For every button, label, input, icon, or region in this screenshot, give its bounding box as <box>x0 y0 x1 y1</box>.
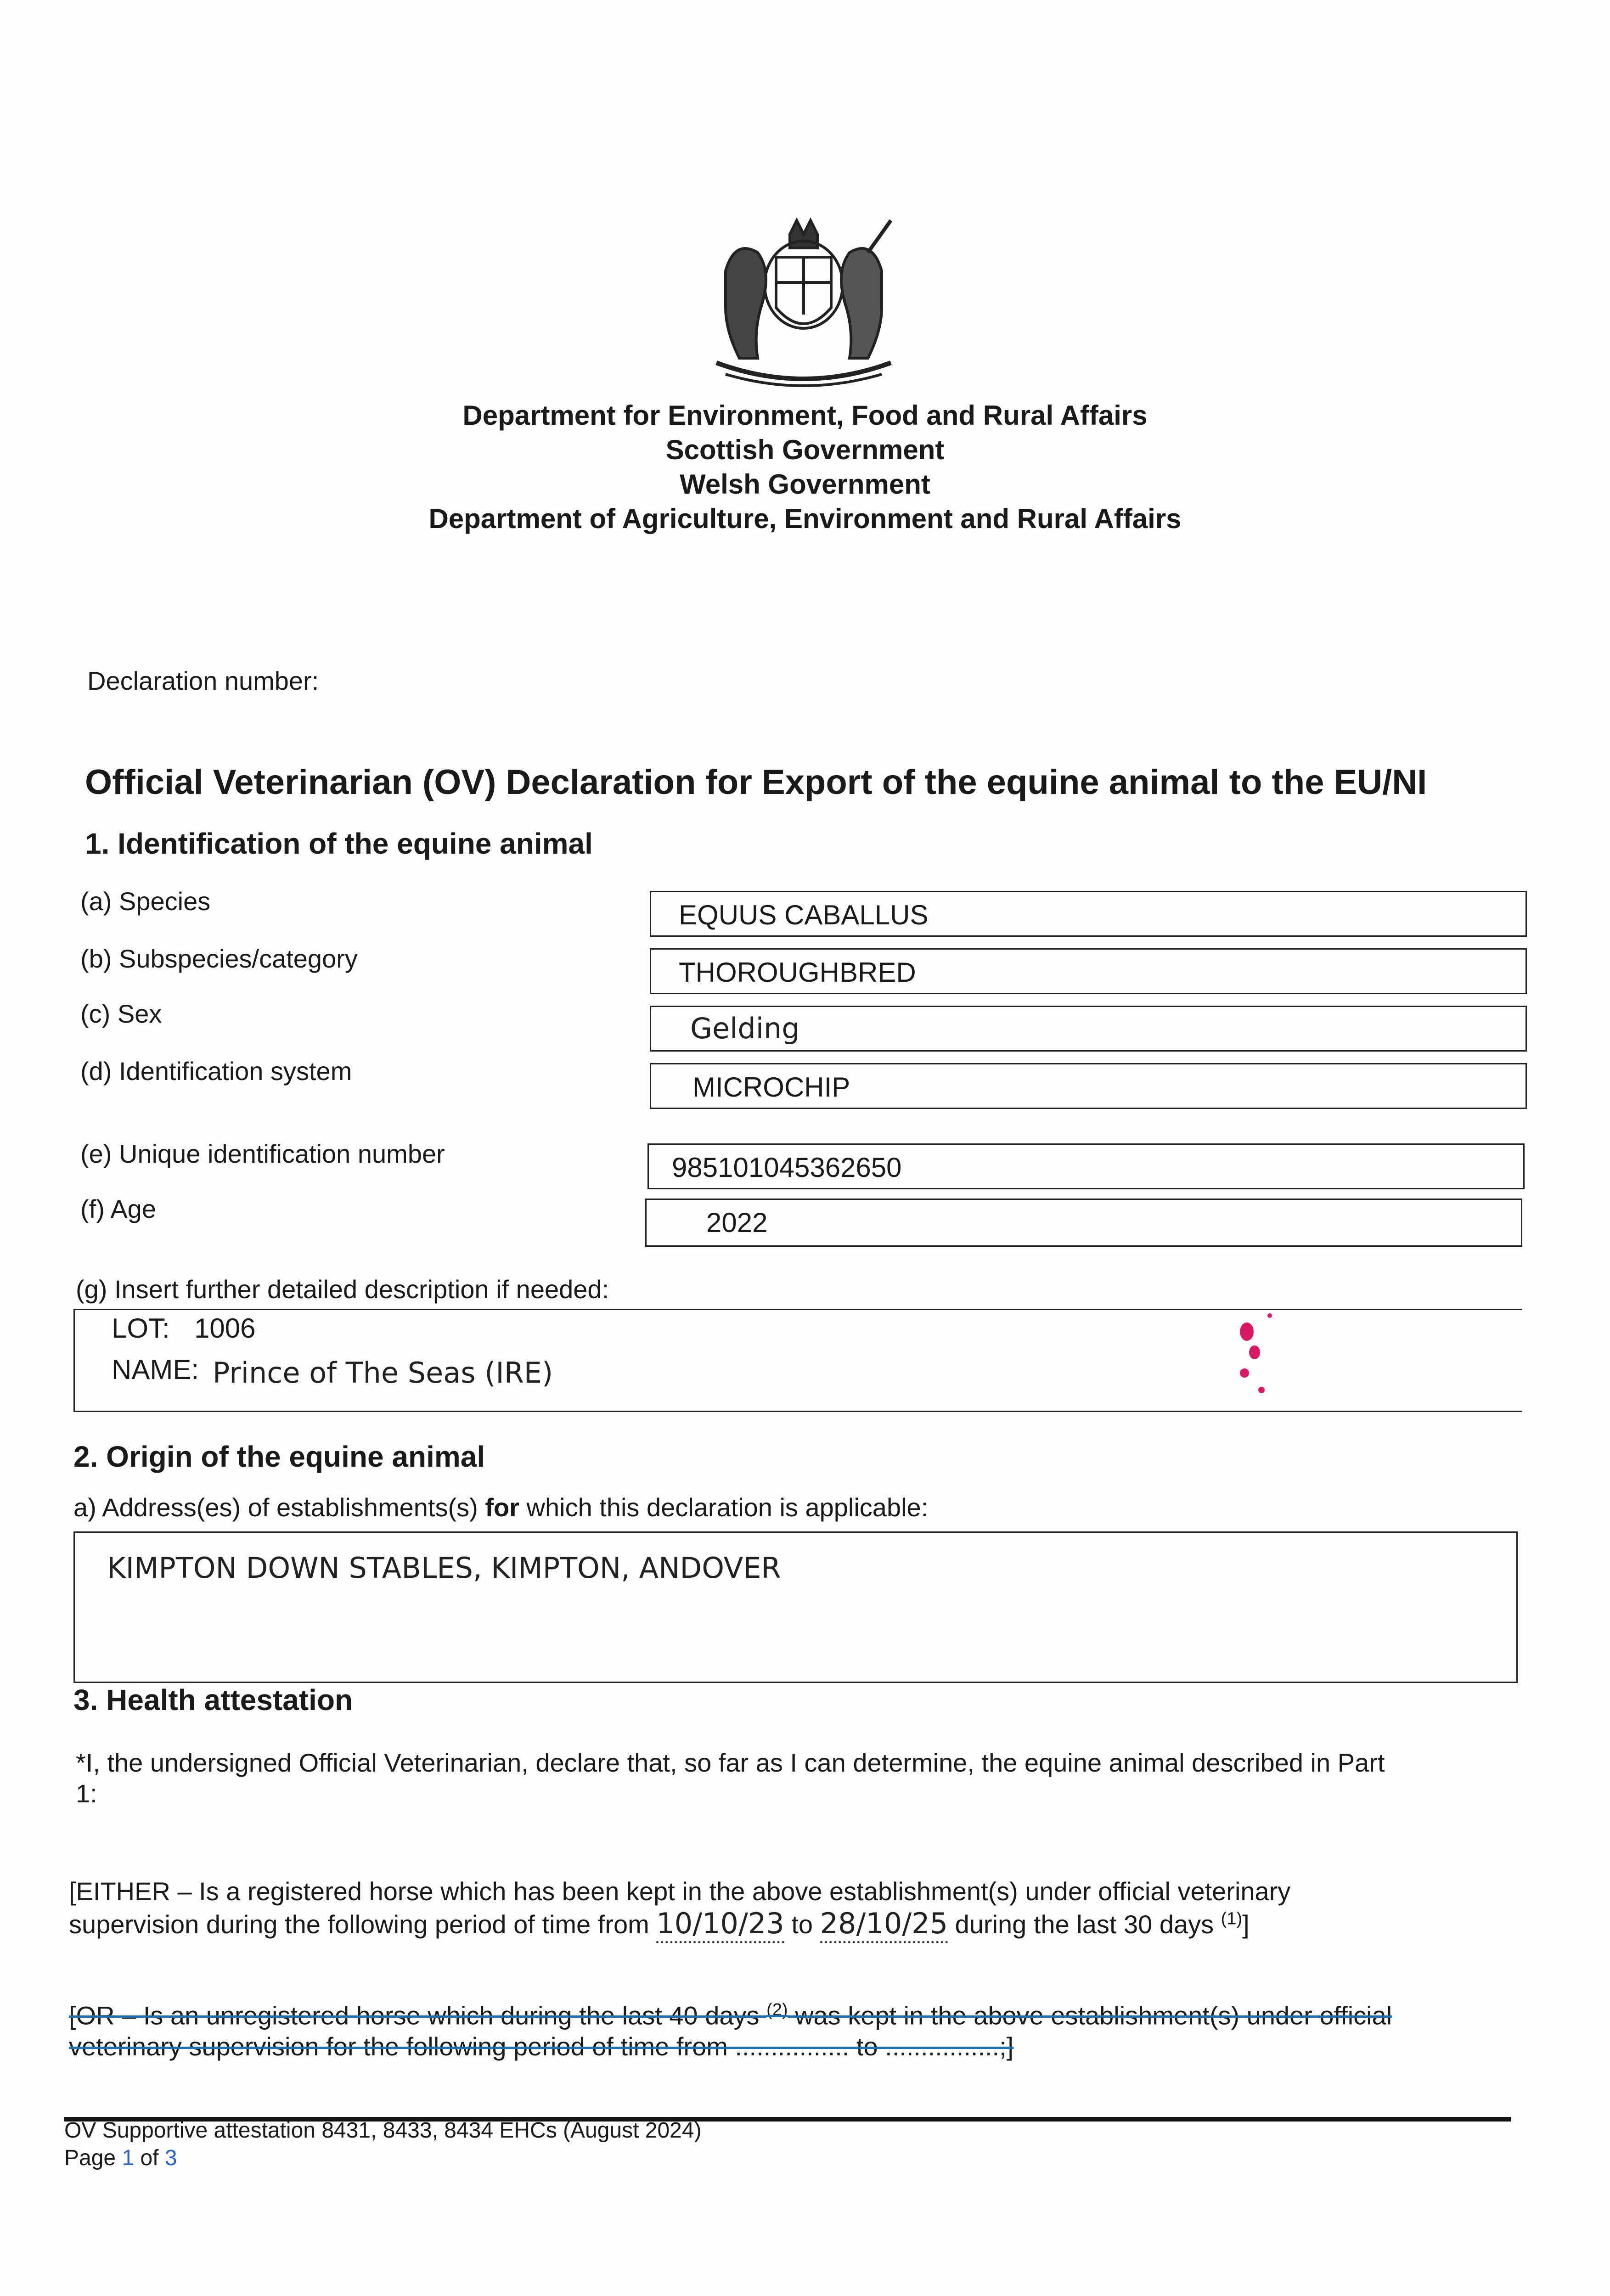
age-label: (f) Age <box>80 1194 156 1223</box>
section-3-heading: 3. Health attestation <box>73 1683 353 1716</box>
royal-coat-of-arms-icon <box>698 216 909 390</box>
identification-system-field[interactable] <box>650 1063 1527 1109</box>
lot-value: 1006 <box>194 1313 256 1344</box>
ink-speck <box>1258 1387 1265 1393</box>
department-line-daera: Department of Agriculture, Environment and Rural Affairs <box>428 503 1182 534</box>
attestation-intro-line: 1: <box>76 1779 97 1808</box>
description-label: (g) Insert further detailed description if needed: <box>76 1275 609 1304</box>
sex-value: Gelding <box>690 1012 800 1045</box>
or-clause-struck <box>69 2000 1529 2062</box>
footer <box>64 2117 702 2172</box>
description-field[interactable] <box>73 1309 1522 1412</box>
address-value: KIMPTON DOWN STABLES, KIMPTON, ANDOVER <box>107 1551 781 1585</box>
identification-system-value: MICROCHIP <box>692 1072 850 1103</box>
attestation-intro-line: *I, the undersigned Official Veterinarian, declare that, so far as I can determine, the equine animal described in Part <box>76 1748 1385 1777</box>
date-to-value[interactable]: 28/10/25 <box>820 1907 948 1943</box>
sex-label: (c) Sex <box>80 999 162 1028</box>
ink-speck <box>1240 1322 1254 1341</box>
date-from-value[interactable]: 10/10/23 <box>656 1907 784 1943</box>
unique-id-label: (e) Unique identification number <box>80 1139 445 1168</box>
subspecies-value: THOROUGHBRED <box>679 957 916 988</box>
unique-id-field[interactable] <box>647 1143 1525 1189</box>
species-field[interactable] <box>650 891 1527 937</box>
department-line-defra: Department for Environment, Food and Rural Affairs <box>462 400 1148 431</box>
species-value: EQUUS CABALLUS <box>679 900 929 930</box>
ink-speck <box>1249 1345 1260 1359</box>
subspecies-field[interactable] <box>650 948 1527 994</box>
age-field[interactable] <box>645 1199 1522 1247</box>
identification-system-label: (d) Identification system <box>80 1057 352 1086</box>
age-value: 2022 <box>706 1207 768 1238</box>
subspecies-label: (b) Subspecies/category <box>80 944 358 973</box>
footer-attestation-text: OV Supportive attestation 8431, 8433, 8434 EHCs (August 2024) <box>64 2118 702 2143</box>
page-title: Official Veterinarian (OV) Declaration for Export of the equine animal to the EU/NI <box>85 763 1427 802</box>
ink-speck <box>1267 1313 1272 1318</box>
name-label: NAME: <box>112 1354 199 1385</box>
either-clause <box>69 1876 1529 1943</box>
page-indicator: Page 1 of 3 <box>64 2146 177 2170</box>
or-clause-line: veterinary supervision for the following period of time from ................ to ................;] <box>69 2032 1014 2061</box>
or-clause-line: [OR – Is an unregistered horse which during the last 40 days $^{(2)}$ was kept in the above establishment(s) under official <box>69 2000 1392 2030</box>
declaration-number-label: Declaration number: <box>87 666 319 695</box>
attestation-intro <box>76 1747 1527 1809</box>
species-label: (a) Species <box>80 887 211 916</box>
address-label: a) Address(es) of establishments(s) for which this declaration is applicable: <box>73 1493 929 1522</box>
either-clause-line: supervision during the following period of time from 10/10/23 to 28/10/25 during the last 30 days $^{(1)}$] <box>69 1907 1529 1943</box>
name-value: Prince of The Seas (IRE) <box>213 1356 553 1390</box>
ink-speck <box>1240 1368 1249 1378</box>
section-1-heading: 1. Identification of the equine animal <box>85 827 593 860</box>
unique-id-value: 985101045362650 <box>672 1152 902 1183</box>
department-line-welsh-government: Welsh Government <box>680 469 930 500</box>
either-clause-line: [EITHER – Is a registered horse which has been kept in the above establishment(s) under official veterinary <box>69 1877 1291 1906</box>
section-2-heading: 2. Origin of the equine animal <box>73 1440 485 1473</box>
department-line-scottish-government: Scottish Government <box>665 434 945 465</box>
address-field[interactable] <box>73 1531 1518 1683</box>
lot-label: LOT: <box>112 1313 170 1344</box>
sex-field[interactable] <box>650 1006 1527 1052</box>
